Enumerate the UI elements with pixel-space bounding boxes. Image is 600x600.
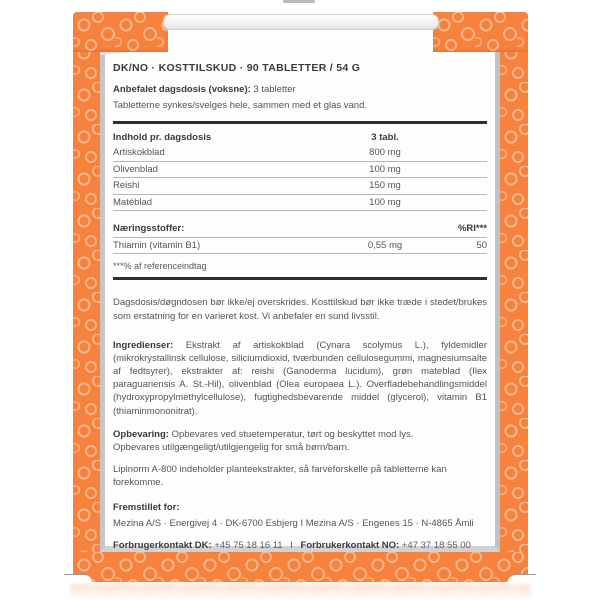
ingredient-amount: 100 mg — [369, 196, 401, 208]
contact-separator: I — [290, 539, 293, 551]
flap-edge-line — [283, 0, 315, 3]
storage-line2: Opbevares utilgængeligt/utilgjengelig for små børn/barn. — [113, 441, 350, 453]
ingredient-name: Artiskokblad — [113, 147, 165, 158]
ingredient-name: Reishi — [113, 180, 140, 191]
nutrient-name: Thiamin (vitamin B1) — [113, 239, 201, 251]
ingredient-name: Matéblad — [113, 196, 153, 208]
reflection-fade — [0, 583, 600, 600]
table-row — [113, 145, 487, 162]
divider-rule — [113, 121, 487, 124]
bottom-notch-right — [508, 574, 536, 583]
storage-paragraph — [113, 428, 487, 454]
manufacturer-addresses: Mezina A/S · Energivej 4 · DK-6700 Esbjerg I Mezina A/S · Engenes 15 · N-4865 Åmli — [113, 517, 474, 529]
box-tuck-flap — [163, 14, 439, 30]
contents-header-label: Indhold pr. dagsdosis — [113, 131, 212, 143]
table-row — [113, 238, 487, 255]
ingredients-paragraph — [113, 339, 487, 418]
ingredient-amount: 800 mg — [369, 147, 401, 158]
box-corner-top-left — [73, 12, 168, 52]
ingredient-amount: 100 mg — [369, 163, 401, 175]
bottom-notch-left — [64, 574, 92, 583]
storage-label: Opbevaring: — [113, 428, 169, 440]
storage-text1: Opbevares ved stuetemperatur, tørt og beskyttet mod lys. — [171, 428, 414, 440]
ingredients-text: Ekstrakt af artiskokblad (Cynara scolymus L.), fyldemidler (mikrokrystallinsk cellulose, siliciumdioxid, tværbunden cellulosegummi, magnesiumsalte af fedtsyrer), ekstrakter af: reishi (Ganoderma lucidum), grøn mateblad (Ilex paraguariensis A. St.-Hil), olivenblad (Olea europaea L.). Overfladebehandlingsmiddel (hydroxypropylmethylcellulose), fugtighedsbevarende middel (glycerol), vitamin B1 (thiaminmononitrat). — [113, 339, 488, 417]
nutrients-header-label: Næringsstoffer: — [113, 223, 185, 234]
divider-rule — [113, 277, 487, 280]
nutrients-header-ri: %RI*** — [457, 223, 487, 234]
box-border-left — [73, 40, 100, 582]
contact-line — [113, 539, 487, 552]
box-border-right — [500, 40, 528, 582]
back-label — [100, 16, 500, 552]
intake-instruction: Tabletterne synkes/svelges hele, sammen med et glas vand. — [113, 100, 367, 111]
table-row — [113, 178, 487, 195]
box-border-bottom — [73, 552, 528, 582]
recommended-dose-value: 3 tabletter — [253, 84, 296, 95]
table-row — [113, 162, 487, 179]
manufacturer-label: Fremstillet for: — [113, 501, 180, 513]
warning-paragraph: Dagsdosis/døgndosen bør ikke/ej overskrides. Kosttilskud bør ikke træde i stedet/brukes som erstatning for en varieret kost. Vi anbefaler en sund livsstil. — [113, 296, 487, 322]
recommended-dose-line — [113, 83, 487, 96]
nutrient-amount: 0,55 mg — [367, 239, 403, 251]
ingredient-amount: 150 mg — [369, 180, 401, 191]
box-corner-top-right — [433, 12, 528, 52]
ingredient-name: Olivenblad — [113, 163, 158, 175]
color-variation-note: Lipinorm A-800 indeholder planteekstrakter, så farveforskelle på tabletterne kan forekomme. — [113, 463, 447, 488]
ingredients-label: Ingredienser: — [113, 339, 174, 351]
reference-intake-footnote: ***% af referenceindtag — [113, 261, 207, 271]
nutrients-table-header — [113, 221, 487, 238]
table-row — [113, 195, 487, 212]
recommended-dose-label: Anbefalet dagsdosis (voksne): — [113, 84, 251, 95]
product-type-line: DK/NO · KOSTTILSKUD · 90 TABLETTER / 54 G — [113, 62, 361, 74]
contents-table-header — [113, 130, 487, 146]
contact-dk-phone: +45 75 18 16 11 — [214, 539, 283, 551]
contact-no-phone: +47 37 18 55 00 — [401, 539, 471, 551]
contact-dk-label: Forbrugerkontakt DK: — [113, 539, 212, 551]
nutrient-ri: 50 — [476, 239, 487, 251]
contact-no-label: Forbrukerkontakt NO: — [300, 539, 400, 551]
contents-header-value: 3 tabl. — [371, 131, 399, 143]
storage-line1 — [113, 428, 487, 441]
